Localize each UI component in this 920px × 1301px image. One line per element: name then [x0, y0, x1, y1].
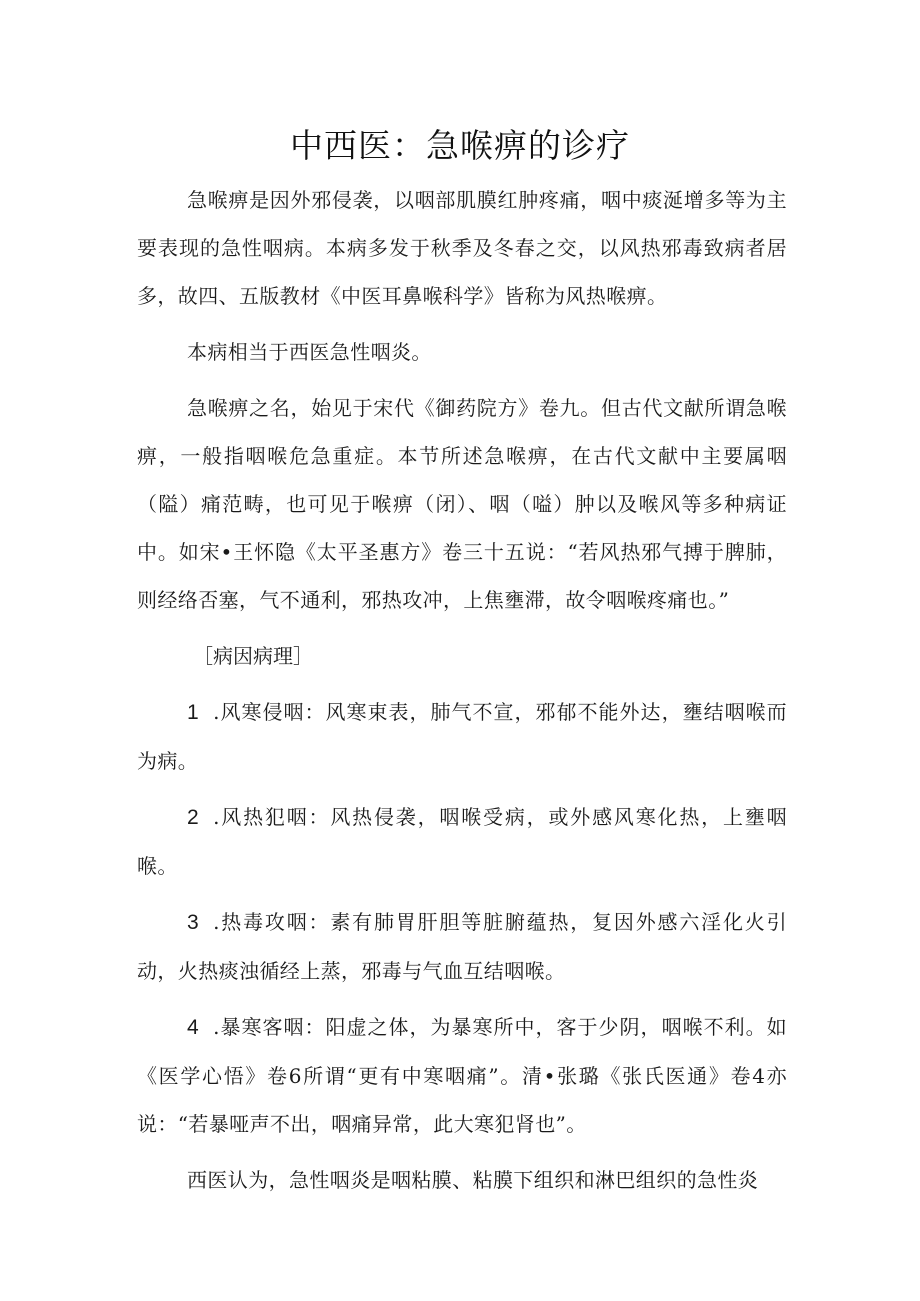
list-item-text: .风寒侵咽：风寒束表，肺气不宣，邪郁不能外达，壅结咽喉而为病。 — [137, 700, 787, 773]
list-item — [137, 793, 787, 890]
paragraph-western-view: 西医认为，急性咽炎是咽粘膜、粘膜下组织和淋巴组织的急性炎 — [187, 1168, 759, 1192]
paragraph-western-equivalent: 本病相当于西医急性咽炎。 — [187, 340, 432, 364]
list-item — [137, 688, 787, 785]
list-item-text: .热毒攻咽：素有肺胃肝胆等脏腑蕴热，复因外感六淫化火引动，火热痰浊循经上蒸，邪毒与气血互结咽喉。 — [137, 910, 787, 983]
section-heading-etiology: ［病因病理］ — [193, 644, 313, 668]
list-item-number: 2 — [187, 806, 200, 829]
list-item — [137, 898, 787, 995]
list-item-text: .暴寒客咽：阳虚之体，为暴寒所中，客于少阴，咽喉不利。如《医学心悟》卷6所谓“更有中寒咽痛”。清•张璐《张氏医通》卷4亦说：“若暴哑声不出，咽痛异常，此大寒犯肾也”。 — [137, 1015, 787, 1136]
document-body — [137, 176, 787, 1212]
list-item-text: .风热犯咽：风热侵袭，咽喉受病，或外感风寒化热，上壅咽喉。 — [137, 805, 787, 878]
list-item-number: 1 — [187, 701, 200, 724]
list-item — [137, 1003, 787, 1148]
paragraph-history: 急喉痹之名，始见于宋代《御药院方》卷九。但古代文献所谓急喉痹，一般指咽喉危急重症。本节所述急喉痹，在古代文献中主要属咽（隘）痛范畴，也可见于喉痹（闭）、咽（嗌）肿以及喉风等多种病证中。如宋•王怀隐《太平圣惠方》卷三十五说：“若风热邪气搏于脾肺，则经络否塞，气不通利，邪热攻冲，上焦壅滞，故令咽喉疼痛也。” — [137, 396, 787, 612]
list-item-number: 4 — [187, 1016, 200, 1039]
document-title: 中西医：急喉痹的诊疗 — [290, 126, 630, 165]
paragraph-intro: 急喉痹是因外邪侵袭，以咽部肌膜红肿疼痛，咽中痰涎增多等为主要表现的急性咽病。本病多发于秋季及冬春之交，以风热邪毒致病者居多，故四、五版教材《中医耳鼻喉科学》皆称为风热喉痹。 — [137, 188, 787, 308]
list-item-number: 3 — [187, 911, 200, 934]
